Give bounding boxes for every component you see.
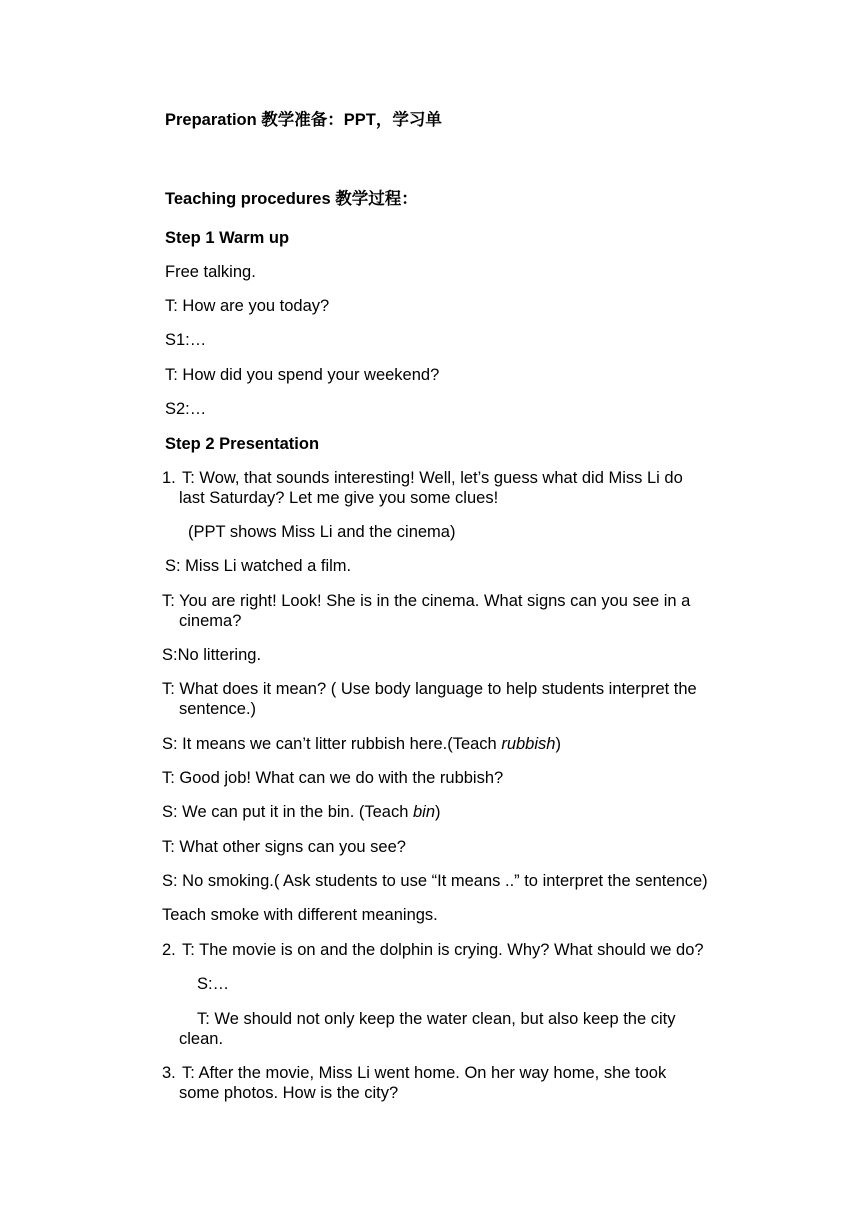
ppt-note: (PPT shows Miss Li and the cinema) — [188, 523, 456, 541]
teacher-line: T: We should not only keep the water clean, but also keep the city — [197, 1010, 676, 1028]
teacher-line: T: You are right! Look! She is in the cinema. What signs can you see in a — [162, 592, 691, 610]
teacher-line-cont: cinema? — [179, 612, 242, 630]
list-number: 2. — [162, 941, 176, 959]
student-line: S2:… — [165, 400, 207, 418]
vocab-word: bin — [413, 803, 436, 821]
student-line: S: No smoking.( Ask students to use “It means ..” to interpret the sentence) — [162, 872, 708, 890]
list-number: 1. — [162, 469, 176, 487]
teacher-line: T: After the movie, Miss Li went home. On her way home, she took — [182, 1064, 667, 1082]
student-line: S:No littering. — [162, 646, 262, 664]
vocab-word: rubbish — [501, 735, 556, 753]
teacher-line: T: How did you spend your weekend? — [165, 366, 440, 384]
procedures-heading: Teaching procedures 教学过程： — [165, 190, 418, 208]
teaching-note: Teach smoke with different meanings. — [162, 906, 438, 924]
student-line: S1:… — [165, 331, 207, 349]
preparation-line: Preparation 教学准备：PPT，学习单 — [165, 111, 442, 129]
student-line: S: Miss Li watched a film. — [165, 557, 352, 575]
text: ) — [555, 735, 561, 753]
step1-heading: Step 1 Warm up — [165, 229, 290, 247]
teacher-line: T: The movie is on and the dolphin is crying. Why? What should we do? — [182, 941, 704, 959]
step2-heading: Step 2 Presentation — [165, 435, 320, 453]
student-line — [162, 802, 441, 822]
teacher-line-cont: clean. — [179, 1030, 224, 1048]
student-line: S:… — [197, 975, 230, 993]
teacher-line-cont: sentence.) — [179, 700, 257, 718]
teacher-line: T: How are you today? — [165, 297, 330, 315]
free-talking: Free talking. — [165, 263, 256, 281]
student-line — [162, 734, 561, 754]
text: S: We can put it in the bin. (Teach — [162, 803, 413, 821]
teacher-line: T: What other signs can you see? — [162, 838, 406, 856]
text: S: It means we can’t litter rubbish here.(Teach — [162, 735, 502, 753]
teacher-line: T: Wow, that sounds interesting! Well, let’s guess what did Miss Li do — [182, 469, 683, 487]
teacher-line: T: Good job! What can we do with the rubbish? — [162, 769, 504, 787]
teacher-line-cont: some photos. How is the city? — [179, 1084, 399, 1102]
teacher-line-cont: last Saturday? Let me give you some clues! — [179, 489, 499, 507]
list-number: 3. — [162, 1064, 176, 1082]
text: ) — [435, 803, 441, 821]
teacher-line: T: What does it mean? ( Use body language to help students interpret the — [162, 680, 697, 698]
